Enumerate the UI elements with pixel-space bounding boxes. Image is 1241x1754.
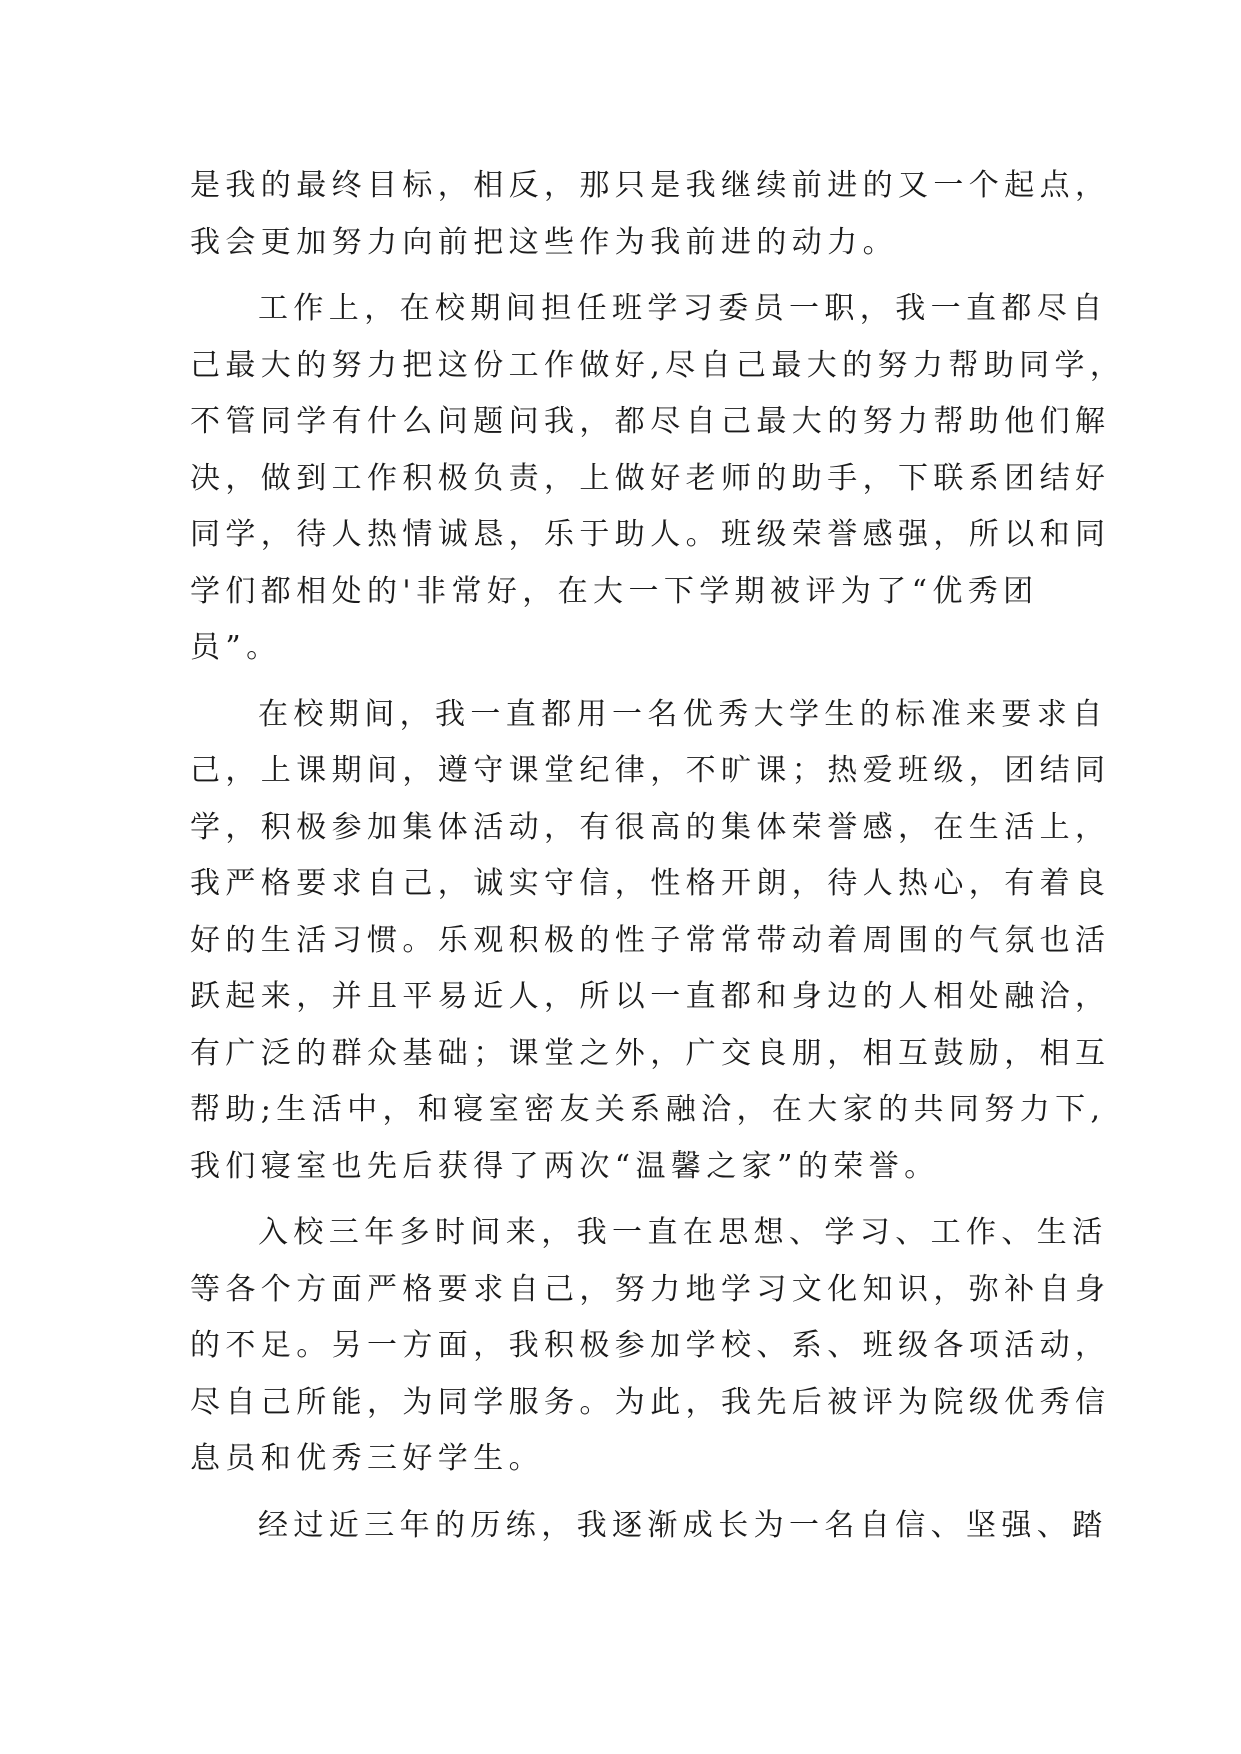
paragraph-4 (190, 1205, 1111, 1488)
text-line: 己最大的努力把这份工作做好,尽自己最大的努力帮助同学， (190, 347, 1126, 383)
text-line: 好的生活习惯。乐观积极的性子常常带动着周围的气氛也活 (190, 922, 1111, 958)
paragraph-1 (190, 158, 1111, 271)
text-line: 学们都相处的'非常好，在大一下学期被评为了“优秀团 (190, 573, 1039, 609)
text-line: 员”。 (190, 630, 282, 665)
text-line: 等各个方面严格要求自己，努力地学习文化知识，弥补自身 (190, 1271, 1111, 1307)
text-line: 己，上课期间，遵守课堂纪律，不旷课；热爱班级，团结同 (190, 753, 1111, 788)
text-line: 是我的最终目标，相反，那只是我继续前进的又一个起点， (190, 168, 1111, 203)
text-line: 尽自己所能，为同学服务。为此，我先后被评为院级优秀信 (190, 1384, 1111, 1420)
document-body (190, 158, 1126, 1554)
text-line: 跃起来，并且平易近人，所以一直都和身边的人相处融洽， (190, 979, 1111, 1014)
text-line: 决，做到工作积极负责，上做好老师的助手，下联系团结好 (190, 460, 1111, 496)
text-line: 我会更加努力向前把这些作为我前进的动力。 (190, 224, 898, 260)
text-line: 我们寝室也先后获得了两次“温馨之家”的荣誉。 (190, 1148, 940, 1184)
text-line: 学，积极参加集体活动，有很高的集体荣誉感，在生活上， (190, 809, 1111, 845)
text-line: 不管同学有什么问题问我，都尽自己最大的努力帮助他们解 (190, 404, 1111, 439)
text-line: 同学，待人热情诚恳，乐于助人。班级荣誉感强，所以和同 (190, 517, 1111, 552)
text-line: 我严格要求自己，诚实守信，性格开朗，待人热心，有着良 (190, 866, 1111, 901)
text-line: 经过近三年的历练，我逐渐成长为一名自信、坚强、踏 (258, 1507, 1108, 1543)
paragraph-gap (190, 1195, 1055, 1205)
paragraph-gap (190, 271, 1055, 281)
text-line: 帮助;生活中，和寝室密友关系融洽，在大家的共同努力下, (190, 1092, 1106, 1127)
text-line: 的不足。另一方面，我积极参加学校、系、班级各项活动， (190, 1328, 1111, 1363)
text-line: 息员和优秀三好学生。 (190, 1441, 544, 1476)
text-line: 工作上，在校期间担任班学习委员一职，我一直都尽自 (258, 291, 1108, 326)
paragraph-3 (190, 687, 1111, 1196)
text-line: 有广泛的群众基础；课堂之外，广交良朋，相互鼓励，相互 (190, 1035, 1111, 1071)
paragraph-gap (190, 677, 1055, 687)
paragraph-5 (190, 1498, 1108, 1555)
text-line: 在校期间，我一直都用一名优秀大学生的标准来要求自 (258, 696, 1108, 732)
text-line: 入校三年多时间来，我一直在思想、学习、工作、生活 (258, 1215, 1108, 1250)
paragraph-gap (190, 1488, 1055, 1498)
paragraph-2 (190, 281, 1126, 677)
